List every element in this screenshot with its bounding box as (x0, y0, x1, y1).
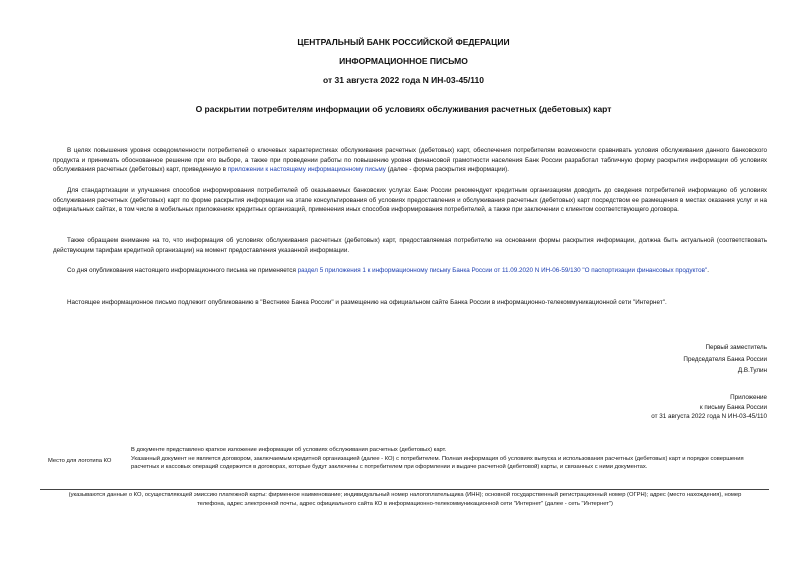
divider-line (40, 489, 769, 490)
paragraph-2: Для стандартизации и улучшения способов информирования потребителей об оказываемых банковских услугах Банк России рекомендует кредитным организациям доводить до сведения потребителей информацию об условиях обслуживания расчетных (дебетовых) карт по форме раскрытия информации на этапе консультирования об условиях предоставления и обслуживания расчетных (дебетовых) карт посредством ее размещения в местах оказания услуг и на официальных сайтах, в том числе в мобильных приложениях кредитных организаций, применения иных способов информирования потребителей, а также при заключении с клиентом соответствующего договора. (53, 187, 767, 214)
form-notice-line-1: В документе представлено краткое изложение информации об условиях обслуживания расчетных (дебетовых) карт. (131, 447, 447, 453)
paragraph-1 (53, 146, 767, 175)
paragraph-4-text-end: . (707, 267, 709, 274)
form-notice (131, 446, 769, 472)
paragraph-1-text-start: В целях повышения уровня осведомленности потребителей о ключевых характеристиках обслуживания расчетных (дебетовых) карт, обеспечения потребителям возможности сравнивать условия обслуживания данного банковского продукта и принимать обоснованное решение при его выборе, а также при проведении работы по повышению уровня финансовой грамотности населения Банк России разработал табличную форму раскрытия информации об условиях обслуживания расчетных (дебетовых) карт, приведенную в (53, 147, 767, 174)
issuer-data-footnote: (указываются данные о КО, осуществляющей эмиссию платежной карты: фирменное наименование; индивидуальный номер налогоплательщика (ИНН); основной государственный регистрационный номер (ОГРН); адрес (место нахождения), номер телефона, адрес электронной почты, адрес официального сайта КО в информационно-телекоммуникационной сети "Интернет" (далее - сеть "Интернет") (68, 492, 742, 507)
signature-block (683, 342, 767, 377)
appendix-heading (651, 393, 767, 422)
paragraph-1-text-end: (далее - форма раскрытия информации). (385, 166, 509, 174)
appendix-link[interactable]: приложении к настоящему информационному письму (227, 166, 386, 174)
document-subject: О раскрытии потребителям информации об условиях обслуживания расчетных (дебетовых) карт (195, 104, 612, 114)
logo-placeholder-label: Место для логотипа КО (48, 458, 112, 464)
related-letter-link[interactable]: раздел 5 приложения 1 к информационному письму Банка России от 11.09.2020 N ИН-06-59/130 "О паспортизации финансовых продуктов" (297, 267, 708, 274)
org-name: ЦЕНТРАЛЬНЫЙ БАНК РОССИЙСКОЙ ФЕДЕРАЦИИ (297, 37, 510, 47)
paragraph-4 (53, 266, 767, 276)
document-type: ИНФОРМАЦИОННОЕ ПИСЬМО (339, 56, 468, 66)
signature-position-1: Первый заместитель (705, 344, 767, 351)
appendix-date-number: от 31 августа 2022 года N ИН-03-45/110 (651, 413, 767, 420)
signature-name: Д.В.Тулин (737, 367, 767, 374)
paragraph-5: Настоящее информационное письмо подлежит опубликованию в "Вестнике Банка России" и размещению на официальном сайте Банка России в информационно-телекоммуникационной сети "Интернет". (67, 299, 667, 306)
paragraph-3: Также обращаем внимание на то, что информация об условиях обслуживания расчетных (дебетовых) карт, предоставляемая потребителю на основании формы раскрытия информации, должна быть актуальной (соответствовать действующим тарифам кредитной организации) на момент предоставления указанной информации. (53, 237, 767, 254)
paragraph-4-text-start: Со дня опубликования настоящего информационного письма не применяется (67, 267, 298, 274)
form-notice-line-2: Указанный документ не является договором, заключаемым кредитной организацией (далее - КО) с потребителем. Полная информация об условиях выпуска и использования расчетных (дебетовых) карт и порядке совершения расчетных и кассовых операций содержится в договорах, которые будут заключены с потребителем при оформлении и выдаче расчетной (дебетовой) карты, и связанных с ними документах. (131, 455, 744, 471)
signature-position-2: Председателя Банка России (683, 355, 767, 363)
document-date-number: от 31 августа 2022 года N ИН-03-45/110 (323, 75, 484, 85)
appendix-reference: к письму Банка России (699, 403, 767, 411)
appendix-title: Приложение (730, 394, 767, 401)
